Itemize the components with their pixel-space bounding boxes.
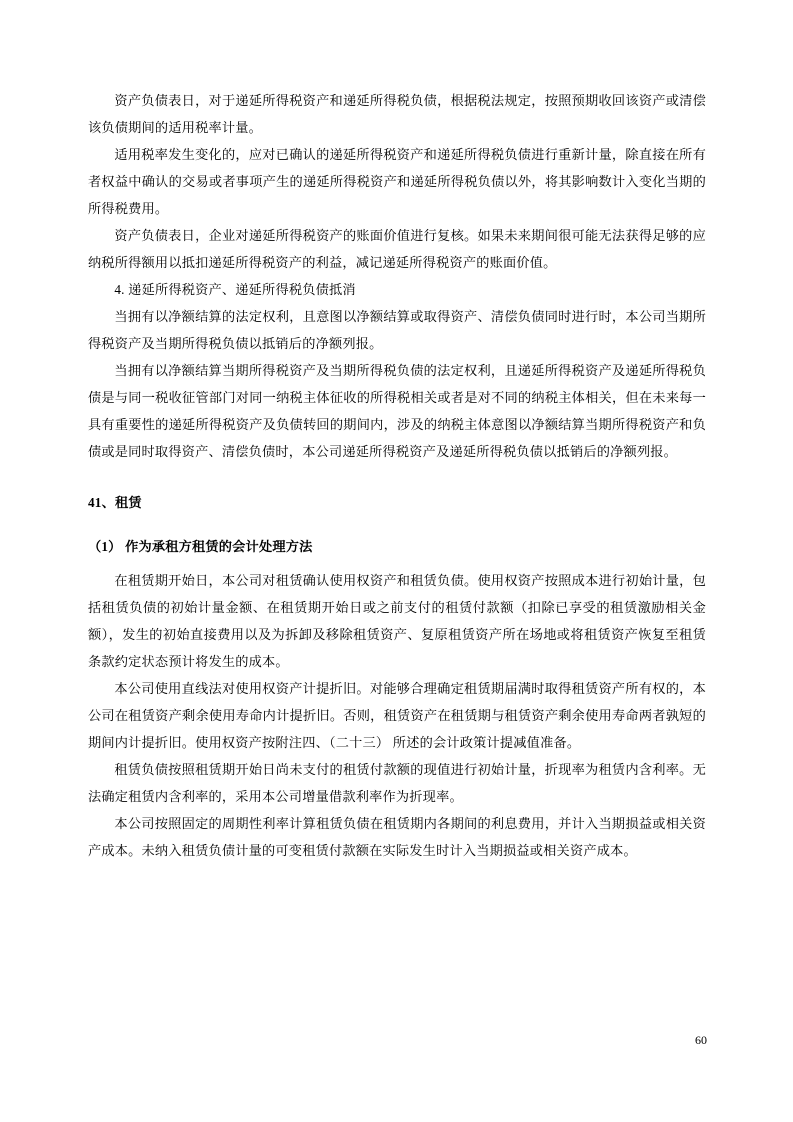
paragraph: 本公司按照固定的周期性利率计算租赁负债在租赁期内各期间的利息费用，并计入当期损益或相关资产成本。未纳入租赁负债计量的可变租赁付款额在实际发生时计入当期损益或相关资产成本。 <box>88 816 706 858</box>
paragraph: 在租赁期开始日，本公司对租赁确认使用权资产和租赁负债。使用权资产按照成本进行初始计量，包括租赁负债的初始计量金额、在租赁期开始日或之前支付的租赁付款额（扣除已享受的租赁激励相关金额），发生的初始直接费用以及为拆卸及移除租赁资产、复原租赁资产所在场地或将租赁资产恢复至租赁条款约定状态预计将发生的成本。 <box>88 573 706 669</box>
paragraph: 适用税率发生变化的，应对已确认的递延所得税资产和递延所得税负债进行重新计量，除直接在所有者权益中确认的交易或者事项产生的递延所得税资产和递延所得税负债以外，将其影响数计入变化当期的所得税费用。 <box>88 147 706 216</box>
paragraph: 当拥有以净额结算的法定权利，且意图以净额结算或取得资产、清偿负债同时进行时，本公司当期所得税资产及当期所得税负债以抵销后的净额列报。 <box>88 309 706 352</box>
paragraph: 资产负债表日，企业对递延所得税资产的账面价值进行复核。如果未来期间很可能无法获得足够的应纳税所得额用以抵扣递延所得税资产的利益，减记递延所得税资产的账面价值。 <box>88 227 706 270</box>
section-heading: 41、租赁 <box>88 494 142 510</box>
paragraph: 租赁负债按照租赁期开始日尚未支付的租赁付款额的现值进行初始计量，折现率为租赁内含利率。无法确定租赁内含利率的，采用本公司增量借款利率作为折现率。 <box>88 762 706 804</box>
page-content <box>88 88 706 865</box>
paragraph: 本公司使用直线法对使用权资产计提折旧。对能够合理确定租赁期届满时取得租赁资产所有权的，本公司在租赁资产剩余使用寿命内计提折旧。否则，租赁资产在租赁期与租赁资产剩余使用寿命两者孰短的期间内计提折旧。使用权资产按附注四、（二十三） 所述的会计政策计提减值准备。 <box>88 681 706 750</box>
numbered-item: 4. 递延所得税资产、递延所得税负债抵消 <box>114 282 356 298</box>
page-number: 60 <box>695 1033 707 1047</box>
paragraph: 资产负债表日，对于递延所得税资产和递延所得税负债，根据税法规定，按照预期收回该资产或清偿该负债期间的适用税率计量。 <box>88 93 706 135</box>
subsection-heading: （1） 作为承租方租赁的会计处理方法 <box>88 539 313 555</box>
paragraph: 当拥有以净额结算当期所得税资产及当期所得税负债的法定权利，且递延所得税资产及递延所得税负债是与同一税收征管部门对同一纳税主体征收的所得税相关或者是对不同的纳税主体相关，但在未来每一具有重要性的递延所得税资产及负债转回的期间内，涉及的纳税主体意图以净额结算当期所得税资产和负债或是同时取得资产、清偿负债时，本公司递延所得税资产及递延所得税负债以抵销后的净额列报。 <box>88 363 706 459</box>
